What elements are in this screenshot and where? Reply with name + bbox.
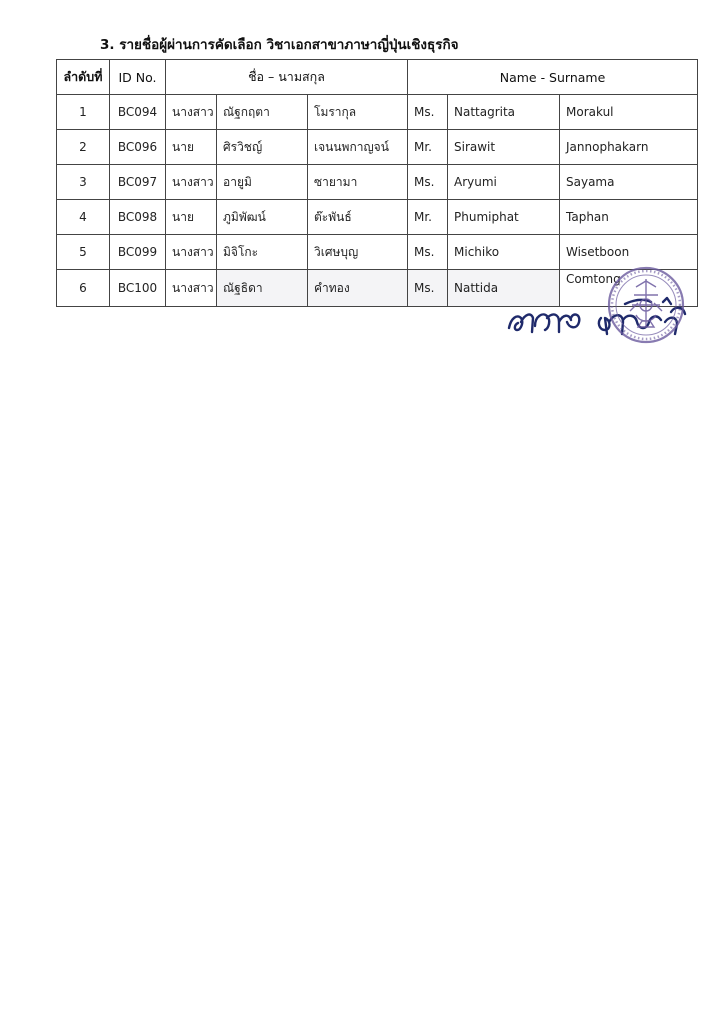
row-thai-title: นางสาว xyxy=(166,235,217,270)
row-sequence: 3 xyxy=(57,165,110,200)
row-english-title: Ms. xyxy=(408,95,448,130)
row-thai-last-name: ต๊ะพันธ์ xyxy=(308,200,408,235)
header-sequence: ลำดับที่ xyxy=(57,60,110,95)
row-english-last-name: Sayama xyxy=(560,165,698,200)
row-id: BC094 xyxy=(110,95,166,130)
row-english-first-name: Sirawit xyxy=(448,130,560,165)
row-thai-first-name: ภูมิพัฒน์ xyxy=(217,200,308,235)
row-thai-title: นาย xyxy=(166,200,217,235)
table-row xyxy=(57,165,698,200)
row-english-first-name: Nattagrita xyxy=(448,95,560,130)
row-english-title: Ms. xyxy=(408,165,448,200)
row-id: BC097 xyxy=(110,165,166,200)
header-id-no: ID No. xyxy=(110,60,166,95)
row-english-title: Ms. xyxy=(408,235,448,270)
row-thai-first-name: ณัฐธิดา xyxy=(217,270,308,307)
row-thai-first-name: มิจิโกะ xyxy=(217,235,308,270)
institution-seal xyxy=(606,265,686,345)
row-english-title: Mr. xyxy=(408,130,448,165)
row-thai-first-name: อายูมิ xyxy=(217,165,308,200)
row-sequence: 1 xyxy=(57,95,110,130)
row-english-first-name: Aryumi xyxy=(448,165,560,200)
section-heading: 3. รายชื่อผู้ผ่านการคัดเลือก วิชาเอกสาขาภาษาญี่ปุ่นเชิงธุรกิจ xyxy=(100,37,459,53)
row-thai-last-name: ซายามา xyxy=(308,165,408,200)
table-header-row xyxy=(57,60,698,95)
row-thai-title: นางสาว xyxy=(166,165,217,200)
row-english-last-name: Morakul xyxy=(560,95,698,130)
row-thai-last-name: เจนนพกาญจน์ xyxy=(308,130,408,165)
row-english-title: Ms. xyxy=(408,270,448,307)
row-id: BC096 xyxy=(110,130,166,165)
row-thai-first-name: ศิรวิชญ์ xyxy=(217,130,308,165)
table-row xyxy=(57,235,698,270)
row-english-last-name: Wisetboon xyxy=(560,235,698,270)
row-thai-title: นางสาว xyxy=(166,95,217,130)
row-thai-title: นาย xyxy=(166,130,217,165)
table-row xyxy=(57,200,698,235)
row-sequence: 2 xyxy=(57,130,110,165)
row-english-last-name: Jannophakarn xyxy=(560,130,698,165)
row-sequence: 4 xyxy=(57,200,110,235)
row-english-first-name: Nattida xyxy=(448,270,560,307)
table-row xyxy=(57,130,698,165)
row-english-first-name: Phumiphat xyxy=(448,200,560,235)
row-sequence: 6 xyxy=(57,270,110,307)
row-sequence: 5 xyxy=(57,235,110,270)
row-thai-title: นางสาว xyxy=(166,270,217,307)
header-english-name: Name - Surname xyxy=(408,60,698,95)
row-id: BC100 xyxy=(110,270,166,307)
row-thai-last-name: โมรากุล xyxy=(308,95,408,130)
row-id: BC098 xyxy=(110,200,166,235)
row-english-first-name: Michiko xyxy=(448,235,560,270)
row-thai-last-name: คำทอง xyxy=(308,270,408,307)
row-english-last-name: Comtong xyxy=(560,270,698,307)
header-thai-name: ชื่อ – นามสกุล xyxy=(166,60,408,95)
table-row xyxy=(57,95,698,130)
row-english-title: Mr. xyxy=(408,200,448,235)
row-id: BC099 xyxy=(110,235,166,270)
row-thai-first-name: ณัฐกฤตา xyxy=(217,95,308,130)
selected-candidates-table xyxy=(56,59,698,307)
row-thai-last-name: วิเศษบุญ xyxy=(308,235,408,270)
row-english-last-name: Taphan xyxy=(560,200,698,235)
